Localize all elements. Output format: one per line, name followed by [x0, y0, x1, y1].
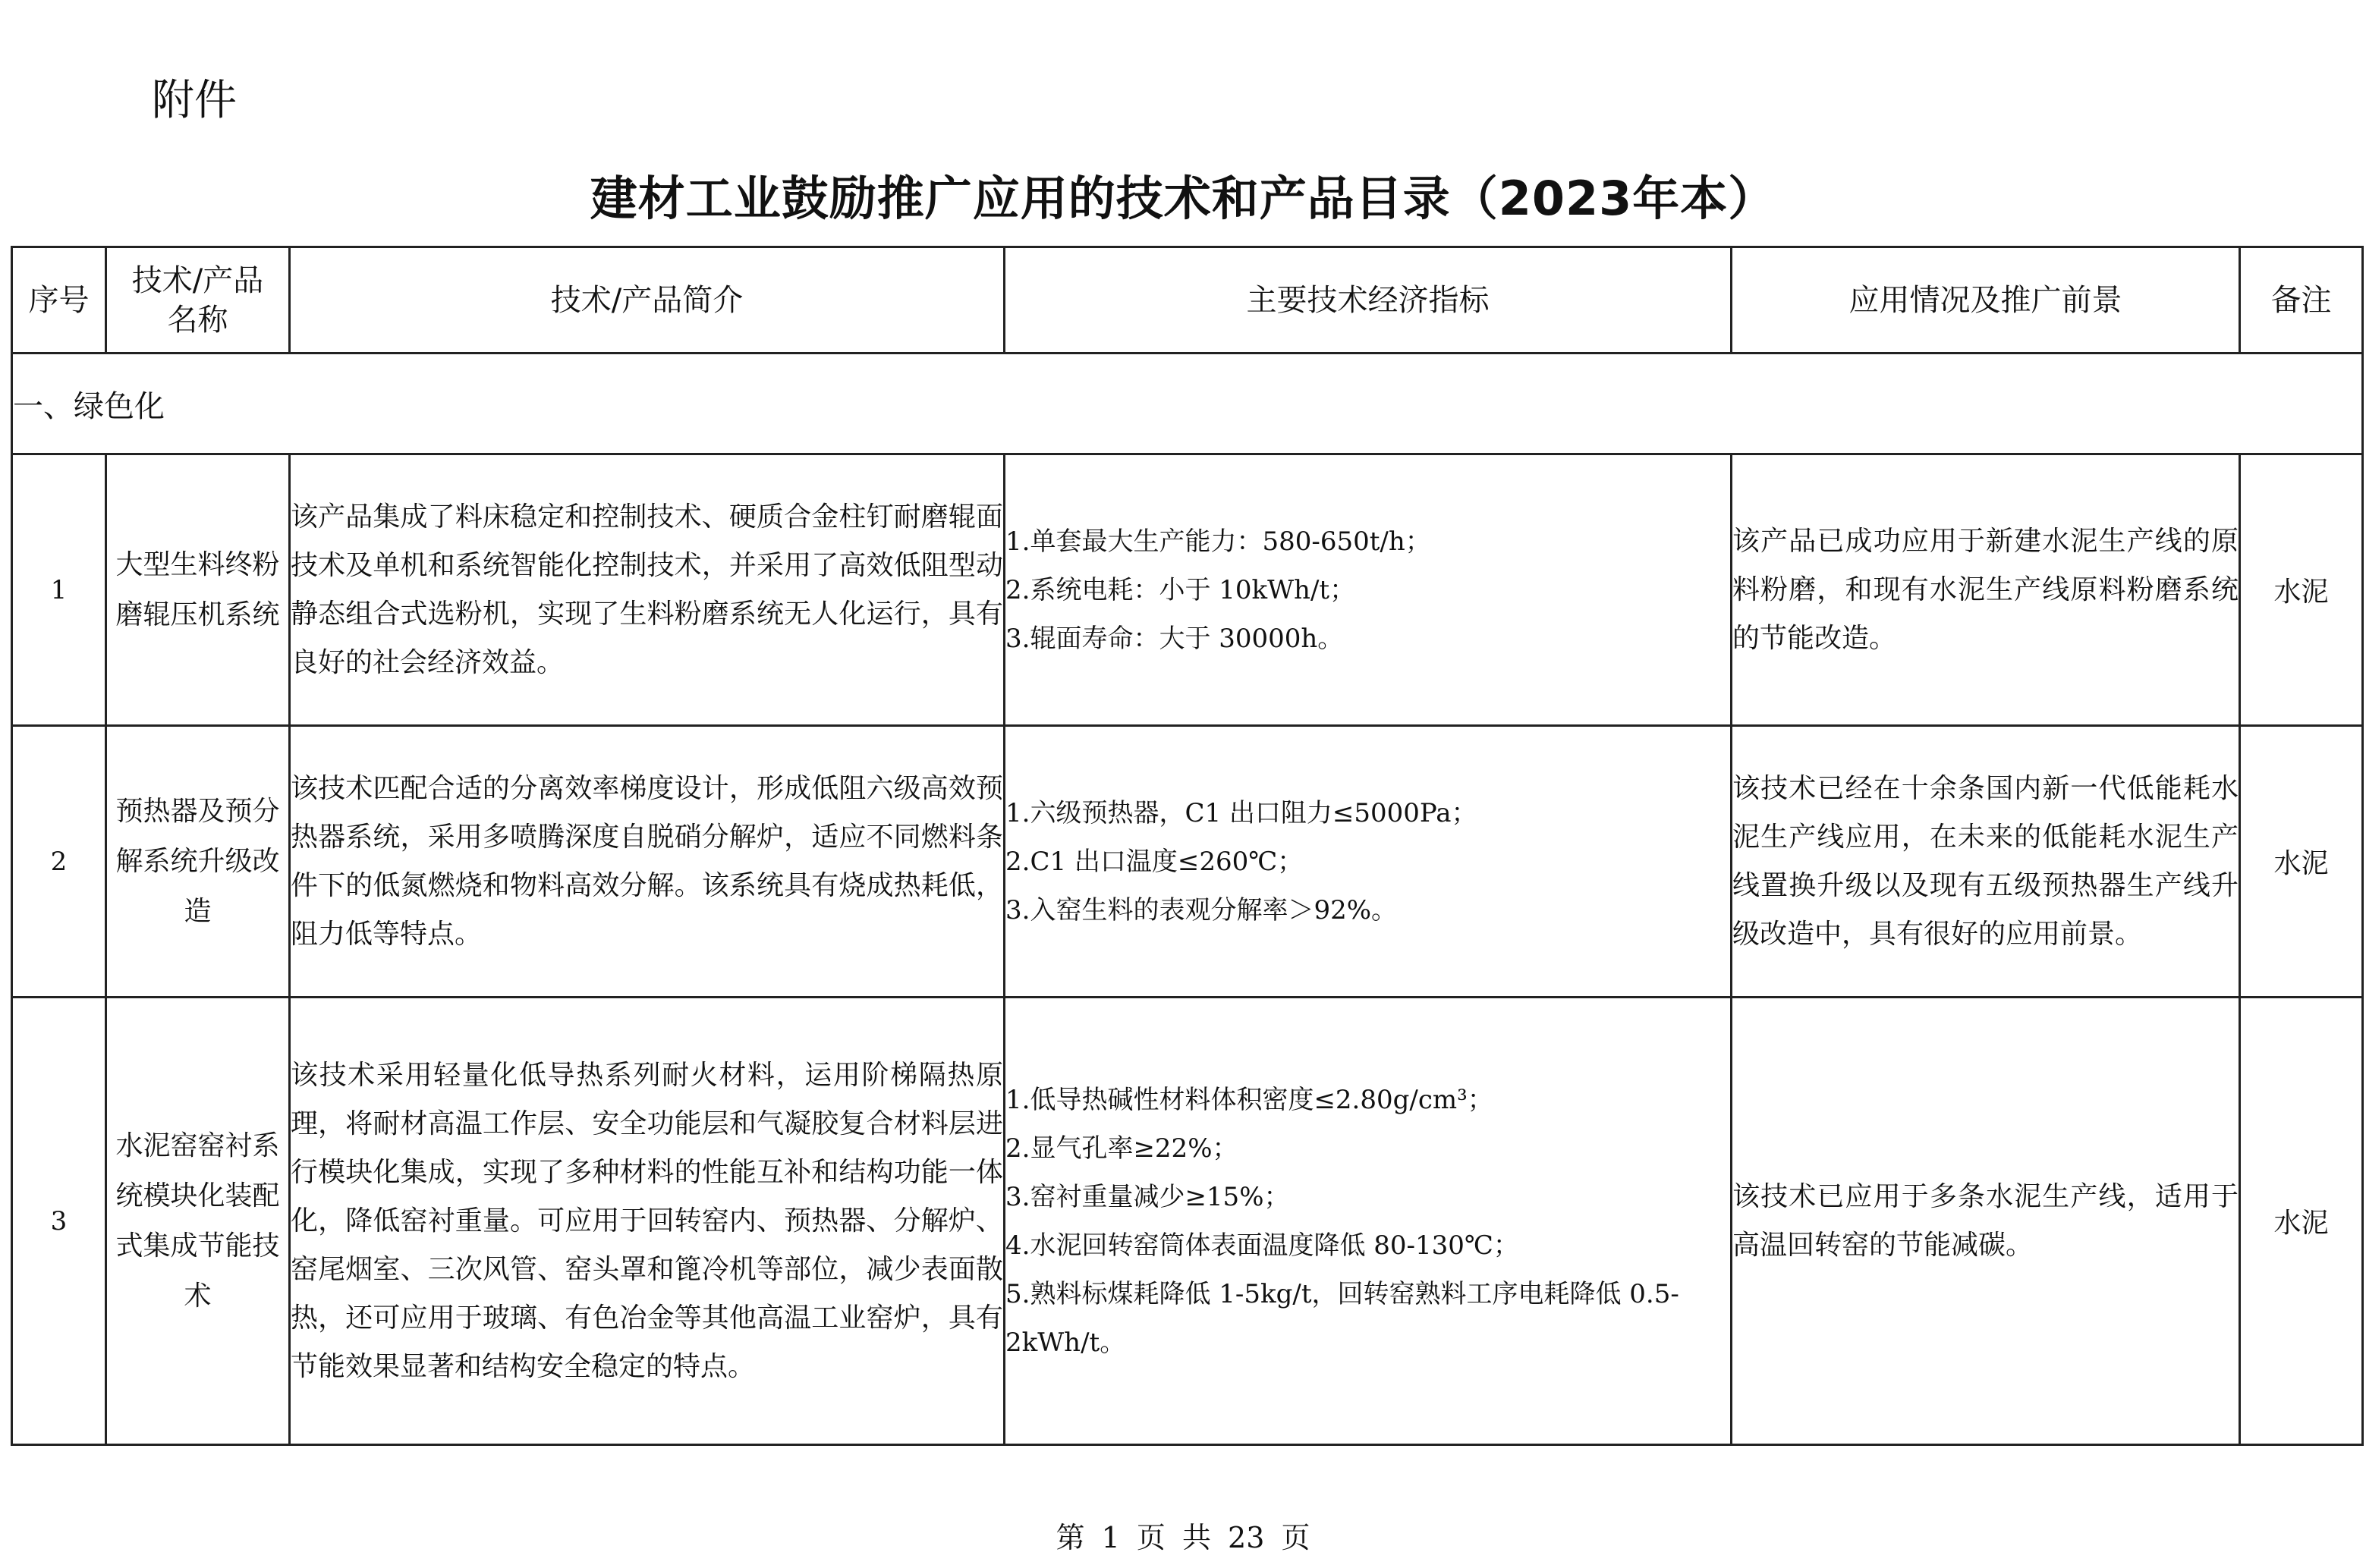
- row-seq: 3: [12, 998, 106, 1445]
- indicator-item: 3.辊面寿命：大于 30000h。: [1005, 623, 1344, 654]
- table-row: [12, 726, 2363, 998]
- row-intro: 该技术匹配合适的分离效率梯度设计，形成低阻六级高效预热器系统，采用多喷腾深度自脱硝分解炉，适应不同燃料条件下的低氮燃烧和物料高效分解。该系统具有烧成热耗低，阻力低等特点。: [290, 726, 1005, 998]
- indicator-item: 2.系统电耗：小于 10kWh/t；: [1005, 574, 1356, 605]
- header-row: [12, 247, 2363, 354]
- row-indicators: [1005, 726, 1732, 998]
- category-label: 一、绿色化: [12, 354, 2363, 454]
- header-indicators: 主要技术经济指标: [1005, 247, 1732, 354]
- row-note: 水泥: [2240, 998, 2363, 1445]
- row-indicators: [1005, 998, 1732, 1445]
- indicator-item: 4.水泥回转窑筒体表面温度降低 80-130℃；: [1005, 1230, 1519, 1261]
- document-title: 建材工业鼓励推广应用的技术和产品目录（2023年本）: [590, 171, 1776, 226]
- row-name: 大型生料终粉磨辊压机系统: [106, 454, 290, 726]
- row-application: 该技术已应用于多条水泥生产线，适用于高温回转窑的节能减碳。: [1732, 998, 2240, 1445]
- indicator-item: 1.低导热碱性材料体积密度≤2.80g/cm³；: [1005, 1084, 1493, 1115]
- row-name: 预热器及预分解系统升级改造: [106, 726, 290, 998]
- indicator-item: 3.入窑生料的表观分解率＞92%。: [1005, 894, 1398, 925]
- row-indicators: [1005, 454, 1732, 726]
- catalog-table: [11, 246, 2364, 1446]
- header-seq: 序号: [12, 247, 106, 354]
- indicator-item: 1.单套最大生产能力：580-650t/h；: [1005, 526, 1431, 557]
- page-footer: 第 1 页 共 23 页: [1056, 1521, 1310, 1554]
- indicator-item: 2.C1 出口温度≤260℃；: [1005, 846, 1304, 877]
- attachment-label: 附件: [152, 76, 237, 125]
- indicator-item: 5.熟料标煤耗降低 1-5kg/t，回转窑熟料工序电耗降低 0.5-2kWh/t。: [1005, 1278, 1679, 1358]
- row-application: 该产品已成功应用于新建水泥生产线的原料粉磨，和现有水泥生产线原料粉磨系统的节能改造。: [1732, 454, 2240, 726]
- indicator-item: 2.显气孔率≥22%；: [1005, 1133, 1238, 1164]
- row-application: 该技术已经在十余条国内新一代低能耗水泥生产线应用，在未来的低能耗水泥生产线置换升级以及现有五级预热器生产线升级改造中，具有很好的应用前景。: [1732, 726, 2240, 998]
- indicator-item: 3.窑衬重量减少≥15%；: [1005, 1181, 1290, 1212]
- row-intro: 该技术采用轻量化低导热系列耐火材料，运用阶梯隔热原理，将耐材高温工作层、安全功能层和气凝胶复合材料层进行模块化集成，实现了多种材料的性能互补和结构功能一体化，降低窑衬重量。可应用于回转窑内、预热器、分解炉、窑尾烟室、三次风管、窑头罩和篦冷机等部位，减少表面散热，还可应用于玻璃、有色冶金等其他高温工业窑炉，具有节能效果显著和结构安全稳定的特点。: [290, 998, 1005, 1445]
- table-row: [12, 454, 2363, 726]
- header-intro: 技术/产品简介: [290, 247, 1005, 354]
- row-seq: 2: [12, 726, 106, 998]
- row-note: 水泥: [2240, 726, 2363, 998]
- header-note: 备注: [2240, 247, 2363, 354]
- row-seq: 1: [12, 454, 106, 726]
- category-row: [12, 354, 2363, 454]
- table-row: [12, 998, 2363, 1445]
- row-intro: 该产品集成了料床稳定和控制技术、硬质合金柱钉耐磨辊面技术及单机和系统智能化控制技术，并采用了高效低阻型动静态组合式选粉机，实现了生料粉磨系统无人化运行，具有良好的社会经济效益。: [290, 454, 1005, 726]
- row-name: 水泥窑窑衬系统模块化装配式集成节能技术: [106, 998, 290, 1445]
- header-name: 技术/产品名称: [106, 247, 290, 354]
- header-application: 应用情况及推广前景: [1732, 247, 2240, 354]
- indicator-item: 1.六级预热器，C1 出口阻力≤5000Pa；: [1005, 797, 1477, 828]
- row-note: 水泥: [2240, 454, 2363, 726]
